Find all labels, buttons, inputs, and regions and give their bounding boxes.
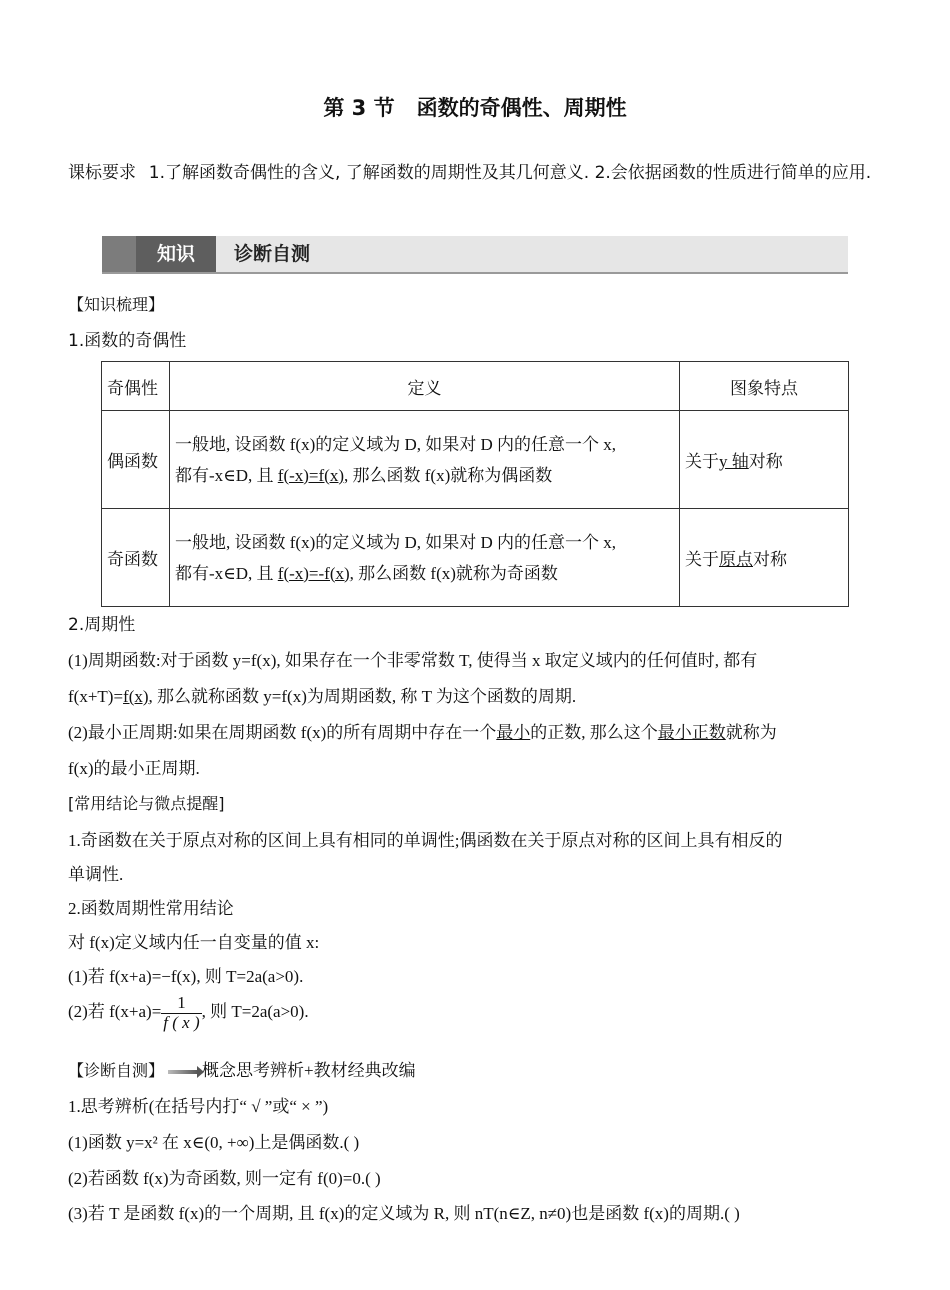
fraction: $\frac{1}{f ( x )}$ bbox=[163, 993, 200, 1032]
key-condition: f(-x)=-f(x) bbox=[277, 563, 350, 583]
header-graph: 图象特点 bbox=[680, 362, 849, 411]
conclusion-2: 2.函数周期性常用结论 bbox=[68, 899, 234, 918]
banner-tag: 知识 bbox=[136, 236, 216, 272]
periodic-def-line1: (1)周期函数:对于函数 y=f(x), 如果存在一个非零常数 T, 使得当 x 取定义域内的任何值时, 都有 bbox=[68, 651, 758, 670]
table-row-odd bbox=[102, 509, 849, 607]
conclusions-heading: [常用结论与微点提醒] bbox=[68, 794, 225, 813]
row-graph-feature: 关于y 轴对称 bbox=[680, 411, 849, 509]
conclusion-1-line2: 单调性. bbox=[68, 865, 124, 884]
conclusion-2-1: (1)若 f(x+a)=−f(x), 则 T=2a(a>0). bbox=[68, 967, 304, 986]
knowledge-heading: 【知识梳理】 bbox=[68, 295, 165, 314]
key-condition: f(-x)=f(x) bbox=[277, 465, 344, 485]
parity-table bbox=[101, 361, 849, 607]
requirement-label: 课标要求 bbox=[68, 163, 136, 183]
section-number: 第 3 节 bbox=[323, 96, 395, 120]
definition-line: 一般地, 设函数 f(x)的定义域为 D, 如果对 D 内的任意一个 x, bbox=[175, 434, 617, 454]
conclusion-1-line1: 1.奇函数在关于原点对称的区间上具有相同的单调性;偶函数在关于原点对称的区间上具有相反的 bbox=[68, 831, 783, 850]
definition-line: 一般地, 设函数 f(x)的定义域为 D, 如果对 D 内的任意一个 x, bbox=[175, 532, 617, 552]
row-definition bbox=[170, 411, 680, 509]
table-header-row bbox=[102, 362, 849, 411]
symmetry-key: 原点 bbox=[719, 550, 753, 569]
curriculum-requirement bbox=[68, 156, 883, 190]
diagnosis-heading-row bbox=[68, 1056, 416, 1081]
min-positive-key: 最小正数 bbox=[657, 723, 726, 742]
question-1-2: (2)若函数 f(x)为奇函数, 则一定有 f(0)=0.( ) bbox=[68, 1169, 381, 1188]
min-key: 最小 bbox=[496, 723, 531, 742]
question-1: 1.思考辨析(在括号内打“ √ ”或“ × ”) bbox=[68, 1097, 329, 1116]
diagnosis-heading: 【诊断自测】 bbox=[68, 1061, 165, 1080]
arrow-icon bbox=[168, 1070, 198, 1074]
page-title bbox=[0, 92, 950, 122]
definition-line: 都有-x∈D, 且 f(-x)=-f(x), 那么函数 f(x)就称为奇函数 bbox=[175, 563, 558, 583]
symmetry-key: y 轴 bbox=[719, 452, 749, 471]
parity-heading: 1.函数的奇偶性 bbox=[68, 331, 187, 351]
table-row-even bbox=[102, 411, 849, 509]
row-graph-feature: 关于原点对称 bbox=[680, 509, 849, 607]
conclusion-2-intro: 对 f(x)定义域内任一自变量的值 x: bbox=[68, 933, 320, 952]
row-name: 偶函数 bbox=[102, 411, 170, 509]
periodic-def-line2: f(x+T)=f(x), 那么就称函数 y=f(x)为周期函数, 称 T 为这个函数的周期. bbox=[68, 687, 577, 706]
question-1-1: (1)函数 y=x² 在 x∈(0, +∞)上是偶函数.( ) bbox=[68, 1133, 360, 1152]
question-1-3: (3)若 T 是函数 f(x)的一个周期, 且 f(x)的定义域为 R, 则 nT(n∈Z, n≠0)也是函数 f(x)的周期.( ) bbox=[68, 1204, 740, 1223]
diagnosis-subtitle: 概念思考辨析+教材经典改编 bbox=[202, 1061, 416, 1080]
conclusion-2-2: (2)若 f(x+a)= $\frac{1}{f ( x )}$ , 则 T=2a(a>0). bbox=[68, 993, 309, 1032]
banner-title: 诊断自测 bbox=[234, 243, 311, 265]
section-topic: 函数的奇偶性、周期性 bbox=[416, 96, 627, 120]
requirement-text: 1.了解函数奇偶性的含义, 了解函数的周期性及其几何意义. 2.会依据函数的性质进行简单的应用. bbox=[148, 163, 872, 183]
definition-line: 都有-x∈D, 且 f(-x)=f(x), 那么函数 f(x)就称为偶函数 bbox=[175, 465, 553, 485]
header-parity: 奇偶性 bbox=[102, 362, 170, 411]
header-definition: 定义 bbox=[170, 362, 680, 411]
periodic-key: f(x) bbox=[123, 687, 149, 706]
section-banner bbox=[102, 236, 848, 274]
periodicity-heading: 2.周期性 bbox=[68, 615, 136, 635]
min-period-line1: (2)最小正周期:如果在周期函数 f(x)的所有周期中存在一个最小的正数, 那么这个最小正数就称为 bbox=[68, 723, 777, 742]
row-definition bbox=[170, 509, 680, 607]
min-period-line2: f(x)的最小正周期. bbox=[68, 759, 200, 778]
row-name: 奇函数 bbox=[102, 509, 170, 607]
